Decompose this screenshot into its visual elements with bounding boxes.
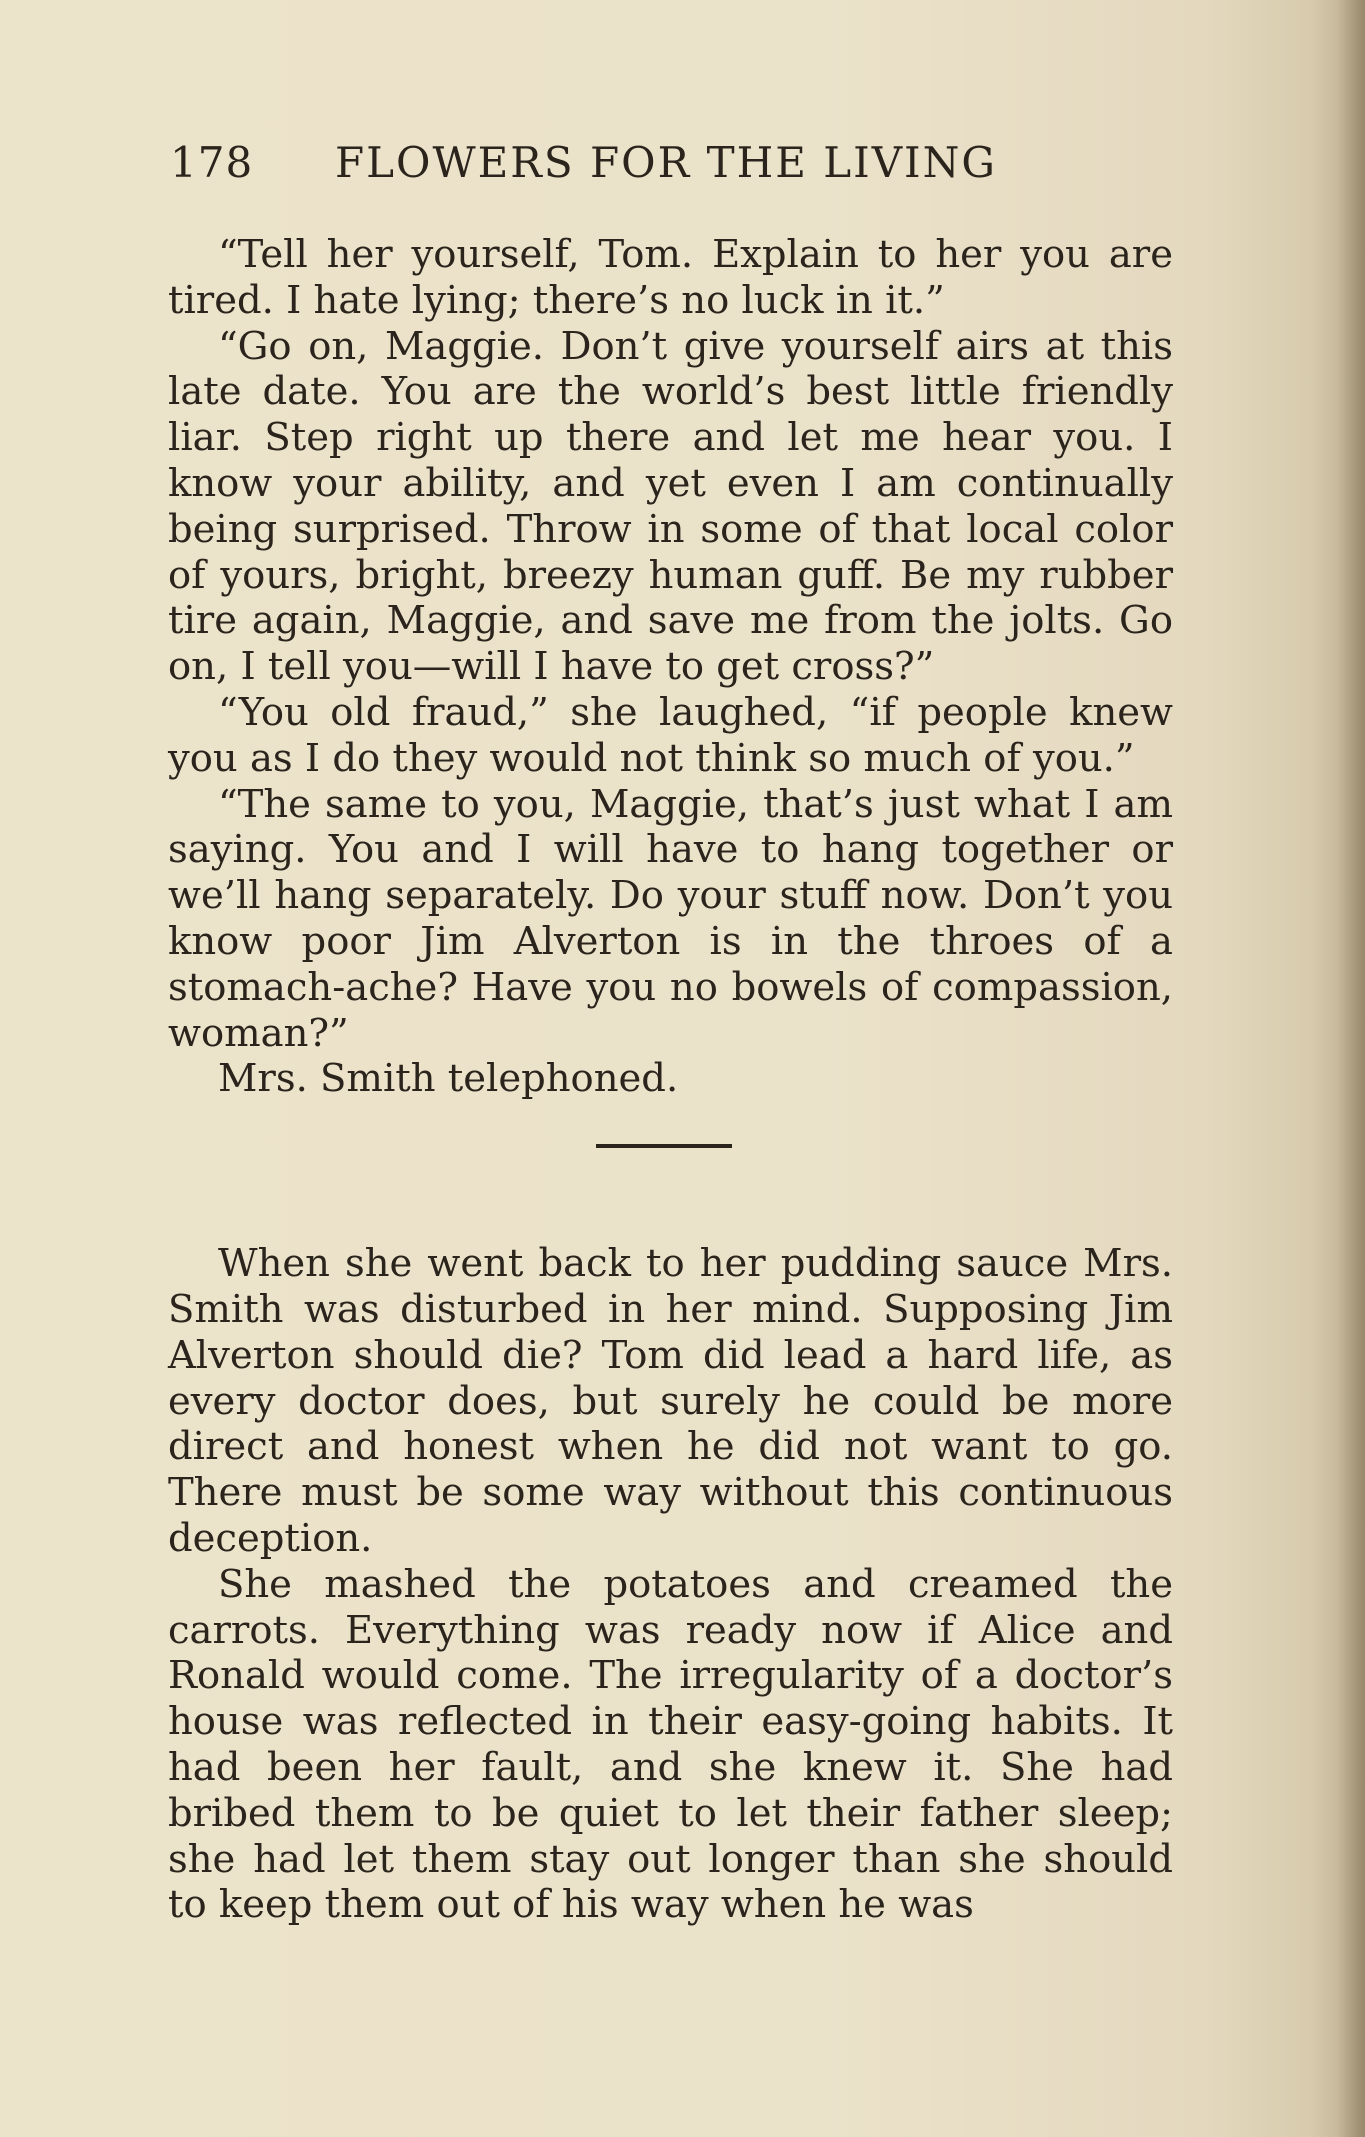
page-header bbox=[170, 138, 1180, 198]
paragraph: “You old fraud,” she laughed, “if people knew you as I do they would not think so much of you.” bbox=[168, 689, 1173, 781]
paragraph: Mrs. Smith telephoned. bbox=[218, 1056, 679, 1102]
paragraph: “Tell her yourself, Tom. Explain to her you are tired. I hate lying; there’s no luck in it.” bbox=[168, 232, 1173, 323]
body-text bbox=[168, 232, 1173, 1928]
running-title: FLOWERS FOR THE LIVING bbox=[335, 138, 997, 187]
paragraph: She mashed the potatoes and creamed the carrots. Everything was ready now if Alice and Ronald would come. The irregularity of a doctor’s house was reflected in their easy-going habits. It had been her fault, and she knew it. She had bribed them to be quiet to let their father sleep; she had let them stay out longer than she should to keep them out of his way when he was bbox=[168, 1561, 1173, 1928]
paragraph: When she went back to her pudding sauce Mrs. Smith was disturbed in her mind. Supposing Jim Alverton should die? Tom did lead a hard life, as every doctor does, but surely he could be more direct and honest when he did not want to go. There must be some way without this continuous deception. bbox=[168, 1241, 1173, 1561]
page-edge-shadow bbox=[1337, 0, 1365, 2137]
paragraph: “The same to you, Maggie, that’s just what I am saying. You and I will have to hang together or we’ll hang separately. Do your stuff now. Don’t you know poor Jim Alverton is in the throes of a stomach-ache? Have you no bowels of compassion, woman?” bbox=[168, 781, 1173, 1056]
section-divider-rule bbox=[596, 1144, 732, 1148]
paragraph: “Go on, Maggie. Don’t give yourself airs at this late date. You are the world’s best little friendly liar. Step right up there and let me hear you. I know your ability, and yet even I am continually being surprised. Throw in some of that local color of yours, bright, breezy human guff. Be my rubber tire again, Maggie, and save me from the jolts. Go on, I tell you—will I have to get cross?” bbox=[168, 323, 1173, 690]
page-number: 178 bbox=[170, 138, 254, 187]
section-break bbox=[168, 1102, 1173, 1241]
